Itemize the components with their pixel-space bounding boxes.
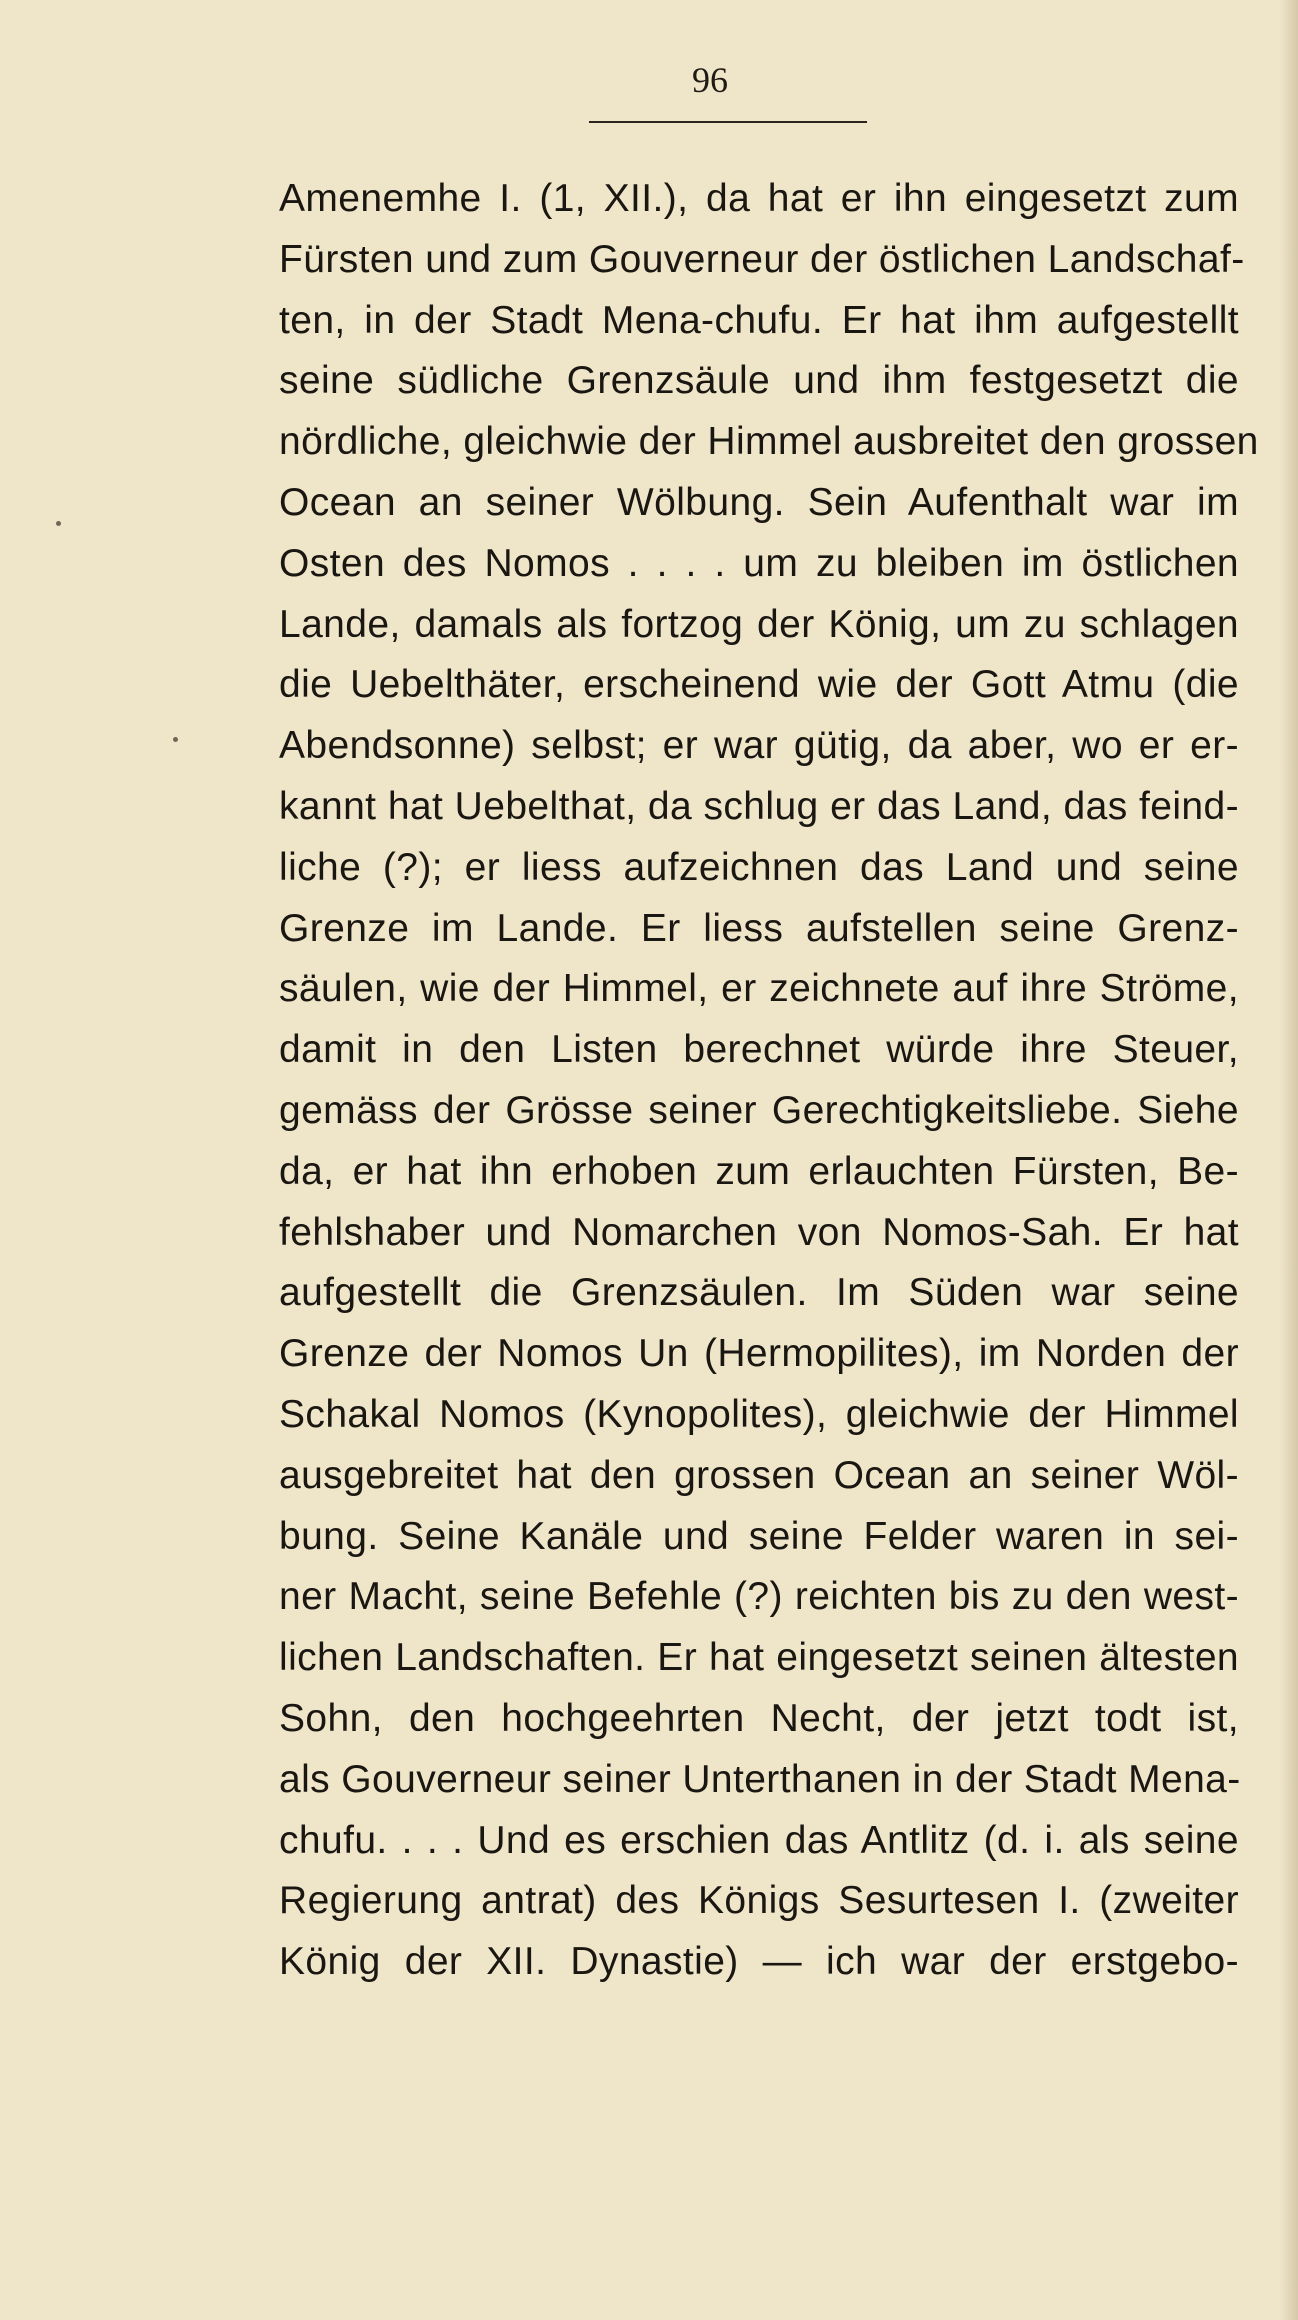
- text-line: Regierung antrat) des Königs Sesurtesen I. (zweiter: [279, 1879, 1239, 1923]
- text-line: ner Macht, seine Befehle (?) reichten bis zu den west-: [279, 1575, 1239, 1619]
- margin-speck: [56, 521, 61, 526]
- text-line: liche (?); er liess aufzeichnen das Land und seine: [279, 845, 1239, 889]
- text-line: lichen Landschaften. Er hat eingesetzt seinen ältesten: [279, 1636, 1239, 1680]
- text-line: Fürsten und zum Gouverneur der östlichen Landschaf-: [279, 237, 1245, 281]
- text-line: chufu. . . . Und es erschien das Antlitz (d. i. als seine: [279, 1818, 1239, 1862]
- text-line: Abendsonne) selbst; er war gütig, da aber, wo er er-: [279, 724, 1239, 768]
- header-rule: [589, 121, 867, 123]
- text-line: die Uebelthäter, erscheinend wie der Gott Atmu (die: [279, 663, 1239, 707]
- text-line: da, er hat ihn erhoben zum erlauchten Fürsten, Be-: [279, 1149, 1239, 1193]
- text-line: Amenemhe I. (1, XII.), da hat er ihn eingesetzt zum: [279, 177, 1239, 220]
- text-line: als Gouverneur seiner Unterthanen in der Stadt Mena-: [279, 1757, 1241, 1801]
- text-line: Sohn, den hochgeehrten Necht, der jetzt todt ist,: [279, 1696, 1239, 1740]
- text-line: Grenze der Nomos Un (Hermopilites), im Norden der: [279, 1332, 1239, 1376]
- text-line: Osten des Nomos . . . . um zu bleiben im östlichen: [279, 541, 1239, 585]
- text-line: ten, in der Stadt Mena-chufu. Er hat ihm aufgestellt: [279, 298, 1239, 342]
- text-line: Grenze im Lande. Er liess aufstellen seine Grenz-: [279, 906, 1239, 950]
- text-line: bung. Seine Kanäle und seine Felder waren in sei-: [279, 1514, 1239, 1558]
- text-line: säulen, wie der Himmel, er zeichnete auf ihre Ströme,: [279, 967, 1239, 1011]
- page-number: 96: [692, 60, 728, 100]
- text-line: Schakal Nomos (Kynopolites), gleichwie der Himmel: [279, 1392, 1239, 1436]
- text-line: Ocean an seiner Wölbung. Sein Aufenthalt war im: [279, 480, 1239, 524]
- text-line: Lande, damals als fortzog der König, um zu schlagen: [279, 602, 1239, 646]
- text-line: seine südliche Grenzsäule und ihm festgesetzt die: [279, 359, 1239, 403]
- body-text: [279, 169, 1259, 1993]
- text-line: kannt hat Uebelthat, da schlug er das Land, das feind-: [279, 784, 1239, 828]
- text-line: ausgebreitet hat den grossen Ocean an seiner Wöl-: [279, 1453, 1239, 1497]
- text-line: fehlshaber und Nomarchen von Nomos-Sah. Er hat: [279, 1210, 1239, 1254]
- text-line: aufgestellt die Grenzsäulen. Im Süden war seine: [279, 1271, 1239, 1315]
- text-line: gemäss der Grösse seiner Gerechtigkeitsliebe. Siehe: [279, 1088, 1239, 1132]
- margin-speck: [173, 737, 178, 742]
- page-edge-shadow: [1280, 0, 1298, 2320]
- text-line: damit in den Listen berechnet würde ihre Steuer,: [279, 1028, 1239, 1072]
- text-line: König der XII. Dynastie) — ich war der erstgebo-: [279, 1940, 1239, 1984]
- text-line: nördliche, gleichwie der Himmel ausbreitet den grossen: [279, 420, 1259, 464]
